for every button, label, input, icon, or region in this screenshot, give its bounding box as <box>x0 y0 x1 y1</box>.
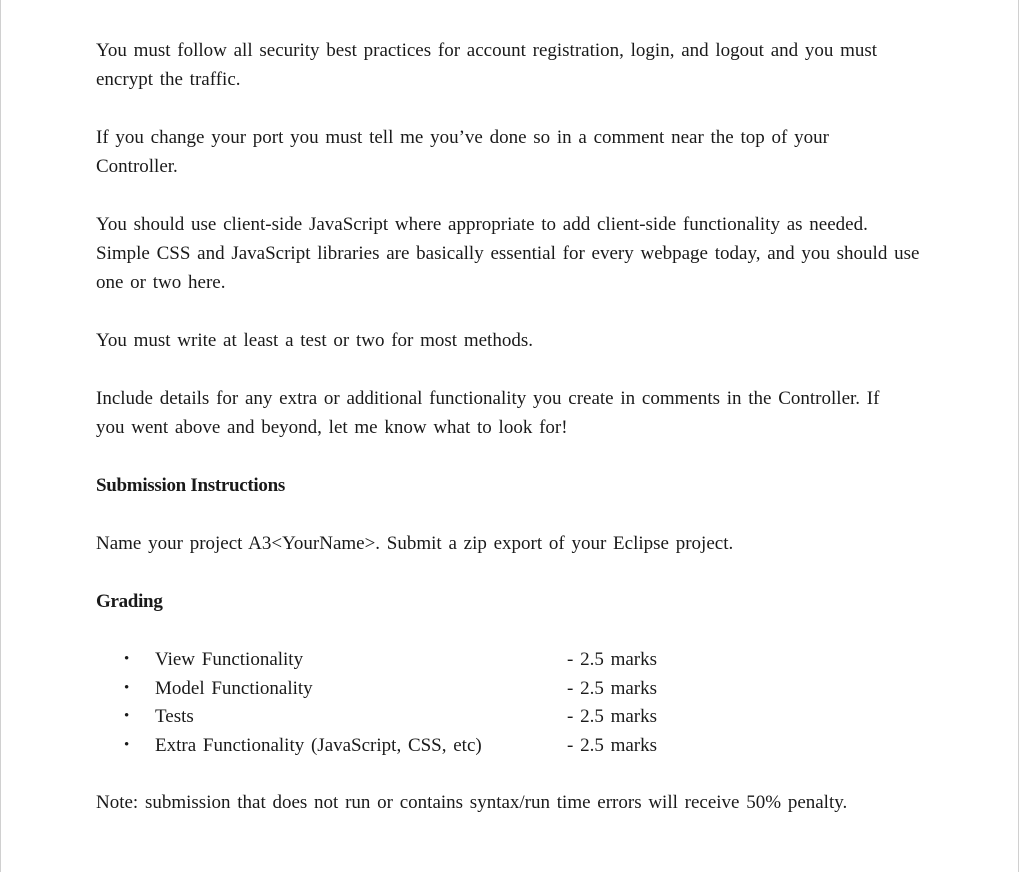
grading-item-marks: - 2.5 marks <box>567 677 658 699</box>
submission-text: Name your project A3<YourName>. Submit a zip export of your Eclipse project. <box>96 533 734 554</box>
javascript-paragraph: You should use client-side JavaScript where appropriate to add client-side functionality as needed. Simple CSS and JavaScript libraries are basically essential for every webpage today, and you should use one or two here. <box>96 214 920 293</box>
grading-item-extra <box>96 731 936 760</box>
security-paragraph: You must follow all security best practices for account registration, login, and logout and you must encrypt the traffic. <box>96 40 878 90</box>
grading-item-label: Model Functionality <box>155 677 313 699</box>
document-content <box>96 36 936 846</box>
grading-heading: Grading <box>96 591 163 612</box>
grading-item-marks: - 2.5 marks <box>567 649 658 670</box>
bullet-icon: • <box>124 708 130 724</box>
bullet-icon: • <box>124 651 130 667</box>
bullet-icon: • <box>124 736 130 753</box>
note-paragraph: Note: submission that does not run or contains syntax/run time errors will receive 50% penalty. <box>96 792 848 813</box>
tests-paragraph: You must write at least a test or two for most methods. <box>96 330 533 351</box>
grading-item-tests <box>96 702 936 731</box>
submission-heading: Submission Instructions <box>96 475 285 496</box>
grading-item-marks: - 2.5 marks <box>567 734 658 756</box>
grading-item-label: Extra Functionality (JavaScript, CSS, etc) <box>155 734 482 756</box>
port-paragraph: If you change your port you must tell me you’ve done so in a comment near the top of your Controller. <box>96 127 829 177</box>
grading-item-marks: - 2.5 marks <box>567 706 658 727</box>
grading-item-view <box>96 645 936 674</box>
bullet-icon: • <box>124 679 130 696</box>
grading-list <box>96 645 936 759</box>
grading-item-model <box>96 674 936 703</box>
grading-item-label: View Functionality <box>155 649 304 670</box>
grading-item-label: Tests <box>155 706 194 727</box>
extra-functionality-paragraph: Include details for any extra or additional functionality you create in comments in the Controller. If you went above and beyond, let me know what to look for! <box>96 388 880 438</box>
